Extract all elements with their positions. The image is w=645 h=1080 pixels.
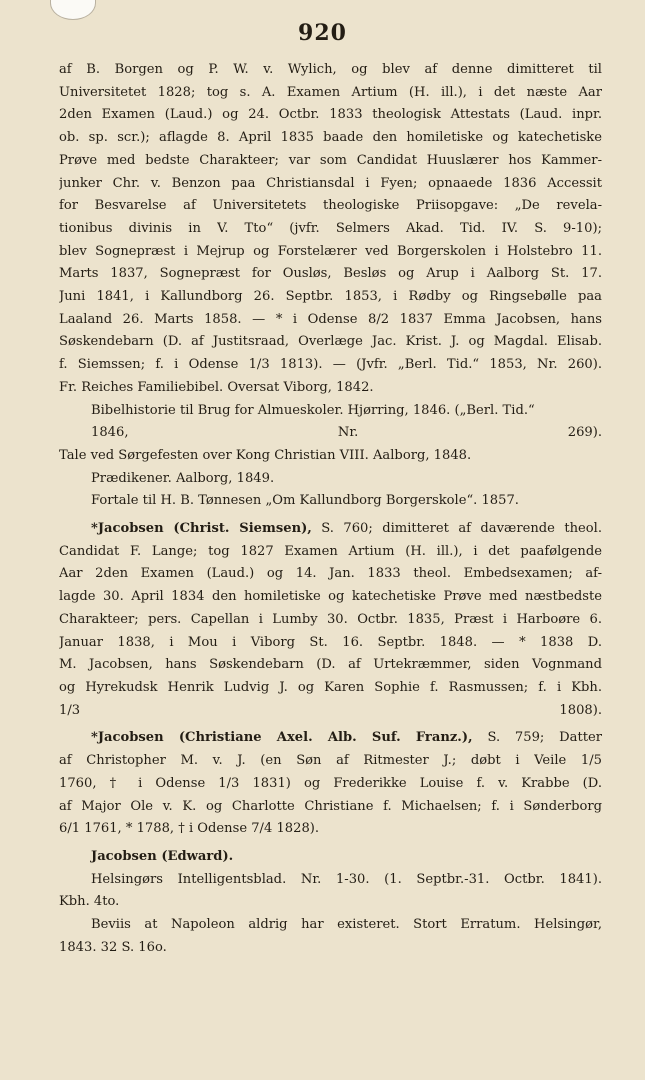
text-line: Prædikener. Aalborg, 1849. bbox=[91, 470, 275, 486]
text-line: tionibus divinis in V. Tto“ (jvfr. Selmers Akad. Tid. IV. S. 9-10); bbox=[59, 220, 602, 236]
text-line: af B. Borgen og P. W. v. Wylich, og blev af denne dimitteret til bbox=[59, 62, 602, 77]
entry-name: *Jacobsen (Christiane Axel. Alb. Suf. Franz.), bbox=[91, 730, 473, 746]
page-body bbox=[59, 59, 602, 959]
text-line: Helsingørs Intelligentsblad. Nr. 1-30. (1. Septbr.-31. Octbr. 1841). bbox=[91, 871, 602, 887]
text-line: 1846, Nr. 269). bbox=[91, 425, 602, 441]
text-line: for Besvarelse af Universitetets theologiske Priisopgave: „De revela- bbox=[59, 198, 602, 214]
text-line: og Hyrekudsk Henrik Ludvig J. og Karen Sophie f. Rasmussen; f. i Kbh. bbox=[59, 679, 602, 695]
text-line: af Major Ole v. K. og Charlotte Christiane f. Michaelsen; f. i Sønderborg bbox=[59, 798, 602, 814]
text-line: M. Jacobsen, hans Søskendebarn (D. af Urtekræmmer, siden Vognmand bbox=[59, 657, 602, 673]
text-line: Fr. Reiches Familiebibel. Oversat Viborg, 1842. bbox=[59, 379, 374, 395]
text-line: Prøve med bedste Charakteer; var som Candidat Huuslærer hos Kammer- bbox=[59, 152, 602, 168]
text-line: 6/1 1761, * 1788, † i Odense 7/4 1828). bbox=[59, 821, 320, 837]
text-line: Charakteer; pers. Capellan i Lumby 30. Octbr. 1835, Præst i Harboøre 6. bbox=[59, 611, 602, 627]
text-line: Tale ved Sørgefesten over Kong Christian VIII. Aalborg, 1848. bbox=[59, 447, 472, 463]
text-line: Aar 2den Examen (Laud.) og 14. Jan. 1833 theol. Embedsexamen; af- bbox=[59, 566, 602, 582]
text-line: blev Sognepræst i Mejrup og Forstelærer ved Borgerskolen i Holstebro 11. bbox=[59, 243, 602, 259]
text-line: Bibelhistorie til Brug for Almueskoler. Hjørring, 1846. („Berl. Tid.“ bbox=[91, 402, 535, 418]
entry-heading: *Jacobsen (Christiane Axel. Alb. Suf. Franz.), S. 759; Datter bbox=[91, 730, 602, 746]
text-line: Kbh. 4to. bbox=[59, 894, 120, 910]
page-number: 920 bbox=[298, 20, 347, 46]
entry-heading bbox=[59, 846, 602, 869]
text-line: f. Siemssen; f. i Odense 1/3 1813). — (Jvfr. „Berl. Tid.“ 1853, Nr. 260). bbox=[59, 357, 602, 373]
text-line: Universitetet 1828; tog s. A. Examen Artium (H. ill.), i det næste Aar bbox=[59, 84, 602, 100]
text-line: Januar 1838, i Mou i Viborg St. 16. Septbr. 1848. — * 1838 D. bbox=[59, 634, 602, 650]
text-line: Laaland 26. Marts 1858. — * i Odense 8/2 1837 Emma Jacobsen, hans bbox=[59, 311, 602, 327]
text-line: 1760, † i Odense 1/3 1831) og Frederikke Louise f. v. Krabbe (D. bbox=[59, 775, 602, 791]
text-line: Søskendebarn (D. af Justitsraad, Overlæge Jac. Krist. J. og Magdal. Elisab. bbox=[59, 334, 602, 350]
text-line: Fortale til H. B. Tønnesen „Om Kallundborg Borgerskole“. 1857. bbox=[91, 493, 519, 509]
text-line: 1843. 32 S. 16o. bbox=[59, 939, 167, 955]
entry-name: *Jacobsen (Christ. Siemsen), bbox=[91, 521, 312, 537]
punch-hole bbox=[50, 0, 96, 20]
text-line: ob. sp. scr.); aflagde 8. April 1835 baade den homiletiske og katechetiske bbox=[59, 130, 602, 146]
text-line: Juni 1841, i Kallundborg 26. Septbr. 1853, i Rødby og Ringsebølle paa bbox=[59, 289, 602, 305]
text-line: Marts 1837, Sognepræst for Ousløs, Besløs og Arup i Aalborg St. 17. bbox=[59, 266, 602, 282]
entry-heading: *Jacobsen (Christ. Siemsen), S. 760; dimitteret af daværende theol. bbox=[91, 521, 602, 537]
text-line: Candidat F. Lange; tog 1827 Examen Artium (H. ill.), i det paafølgende bbox=[59, 543, 602, 559]
entry-name: Jacobsen (Edward). bbox=[91, 848, 234, 864]
text-line: Beviis at Napoleon aldrig har existeret. Stort Erratum. Helsingør, bbox=[91, 917, 602, 933]
text-line: junker Chr. v. Benzon paa Christiansdal i Fyen; opnaaede 1836 Accessit bbox=[59, 175, 602, 191]
text-line: 1/3 1808). bbox=[59, 702, 602, 718]
text-line: af Christopher M. v. J. (en Søn af Ritmester J.; døbt i Veile 1/5 bbox=[59, 753, 602, 769]
text-line: lagde 30. April 1834 den homiletiske og katechetiske Prøve med næstbedste bbox=[59, 589, 602, 605]
text-line: 2den Examen (Laud.) og 24. Octbr. 1833 theologisk Attestats (Laud. inpr. bbox=[59, 107, 602, 123]
